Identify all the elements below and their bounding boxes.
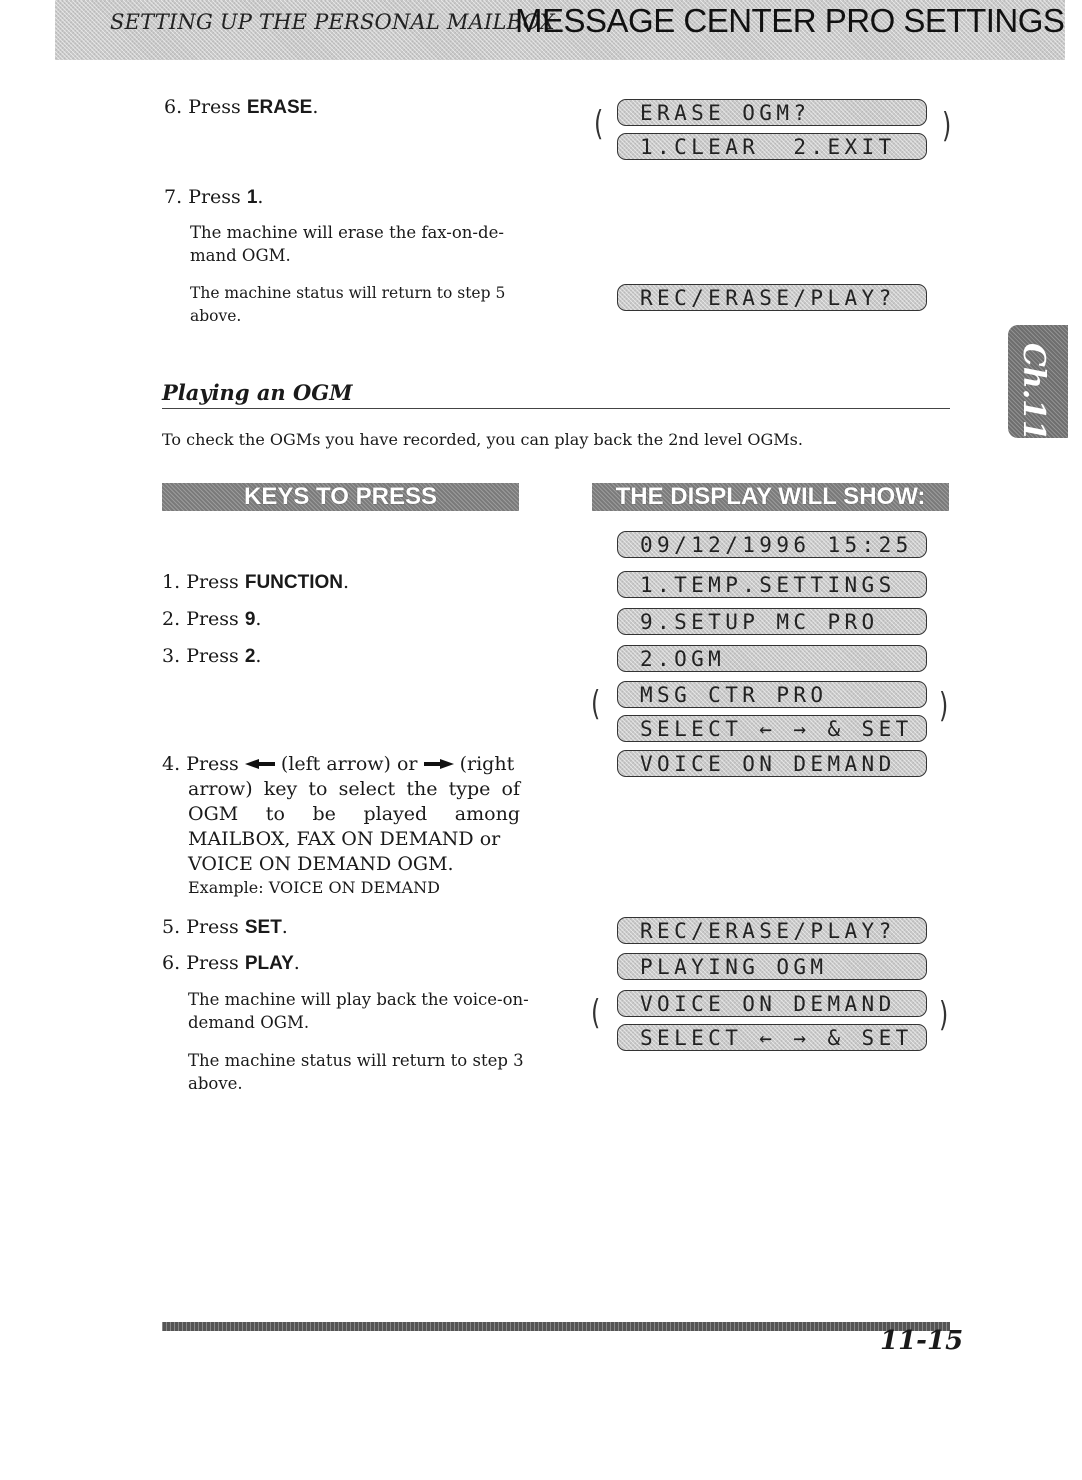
lcd-voice-on-demand: VOICE ON DEMAND bbox=[617, 750, 927, 777]
header-title: MESSAGE CENTER PRO SETTINGS bbox=[515, 2, 1065, 39]
step-2-press-9: 2. Press 9. bbox=[162, 608, 262, 630]
step-6-erase: 6. Press ERASE. bbox=[164, 96, 319, 118]
lcd-temp-settings: 1.TEMP.SETTINGS bbox=[617, 571, 927, 598]
display-banner: THE DISPLAY WILL SHOW: bbox=[592, 483, 949, 511]
lcd-setup-mc-pro: 9.SETUP MC PRO bbox=[617, 608, 927, 635]
lcd-msg-ctr-pro: MSG CTR PRO bbox=[617, 681, 927, 708]
bracket-left-icon: ( bbox=[593, 104, 604, 144]
lcd-rec-erase-play-2: REC/ERASE/PLAY? bbox=[617, 917, 927, 944]
left-arrow-key-icon bbox=[245, 758, 275, 770]
bracket-left-icon: ( bbox=[590, 684, 601, 724]
step-3-press-2: 3. Press 2. bbox=[162, 645, 262, 667]
chapter-tab bbox=[1008, 325, 1068, 441]
keys-banner: KEYS TO PRESS bbox=[162, 483, 519, 511]
lcd-select-set: SELECT ← → & SET bbox=[617, 715, 927, 742]
chapter-label: Ch.11 bbox=[1016, 343, 1051, 441]
bracket-left-icon: ( bbox=[590, 993, 601, 1033]
step-1-function: 1. Press FUNCTION. bbox=[162, 571, 350, 593]
bracket-right-icon: ) bbox=[938, 995, 949, 1035]
step-4-select: 4. Press (left arrow) or (right arrow) key to select the type of OGM to be played among MAILBOX, FAX ON DEMAND or VOICE ON DEMAND OGM. Example: VOICE ON DEMAND bbox=[162, 753, 520, 897]
step-6-play: 6. Press PLAY. bbox=[162, 952, 300, 974]
erase-note: The machine will erase the fax-on-de- mand OGM. bbox=[190, 223, 504, 265]
play-note: The machine will play back the voice-on- demand OGM. bbox=[188, 990, 529, 1032]
footer-rule bbox=[162, 1322, 950, 1331]
lcd-select-set-2: SELECT ← → & SET bbox=[617, 1024, 927, 1051]
step-7-press-1: 7. Press 1. bbox=[164, 186, 264, 208]
step-5-set: 5. Press SET. bbox=[162, 916, 288, 938]
status-note-3: The machine status will return to step 3 above. bbox=[188, 1051, 524, 1093]
lcd-rec-erase-play: REC/ERASE/PLAY? bbox=[617, 284, 927, 311]
lcd-playing-ogm: PLAYING OGM bbox=[617, 953, 927, 980]
right-arrow-key-icon bbox=[424, 758, 454, 770]
lcd-erase-ogm: ERASE OGM? bbox=[617, 99, 927, 126]
status-note-5: The machine status will return to step 5 above. bbox=[190, 284, 506, 325]
lcd-voice-on-demand-2: VOICE ON DEMAND bbox=[617, 990, 927, 1017]
section-intro: To check the OGMs you have recorded, you can play back the 2nd level OGMs. bbox=[162, 430, 803, 449]
lcd-clear-exit: 1.CLEAR 2.EXIT bbox=[617, 133, 927, 160]
section-title: Playing an OGM bbox=[162, 380, 353, 405]
section-divider bbox=[162, 408, 950, 409]
lcd-date: 09/12/1996 15:25 bbox=[617, 531, 927, 558]
header-subtitle: SETTING UP THE PERSONAL MAILBOX bbox=[110, 10, 555, 34]
page-number: 11-15 bbox=[880, 1326, 964, 1356]
lcd-ogm: 2.OGM bbox=[617, 645, 927, 672]
bracket-right-icon: ) bbox=[941, 106, 952, 146]
bracket-right-icon: ) bbox=[938, 686, 949, 726]
